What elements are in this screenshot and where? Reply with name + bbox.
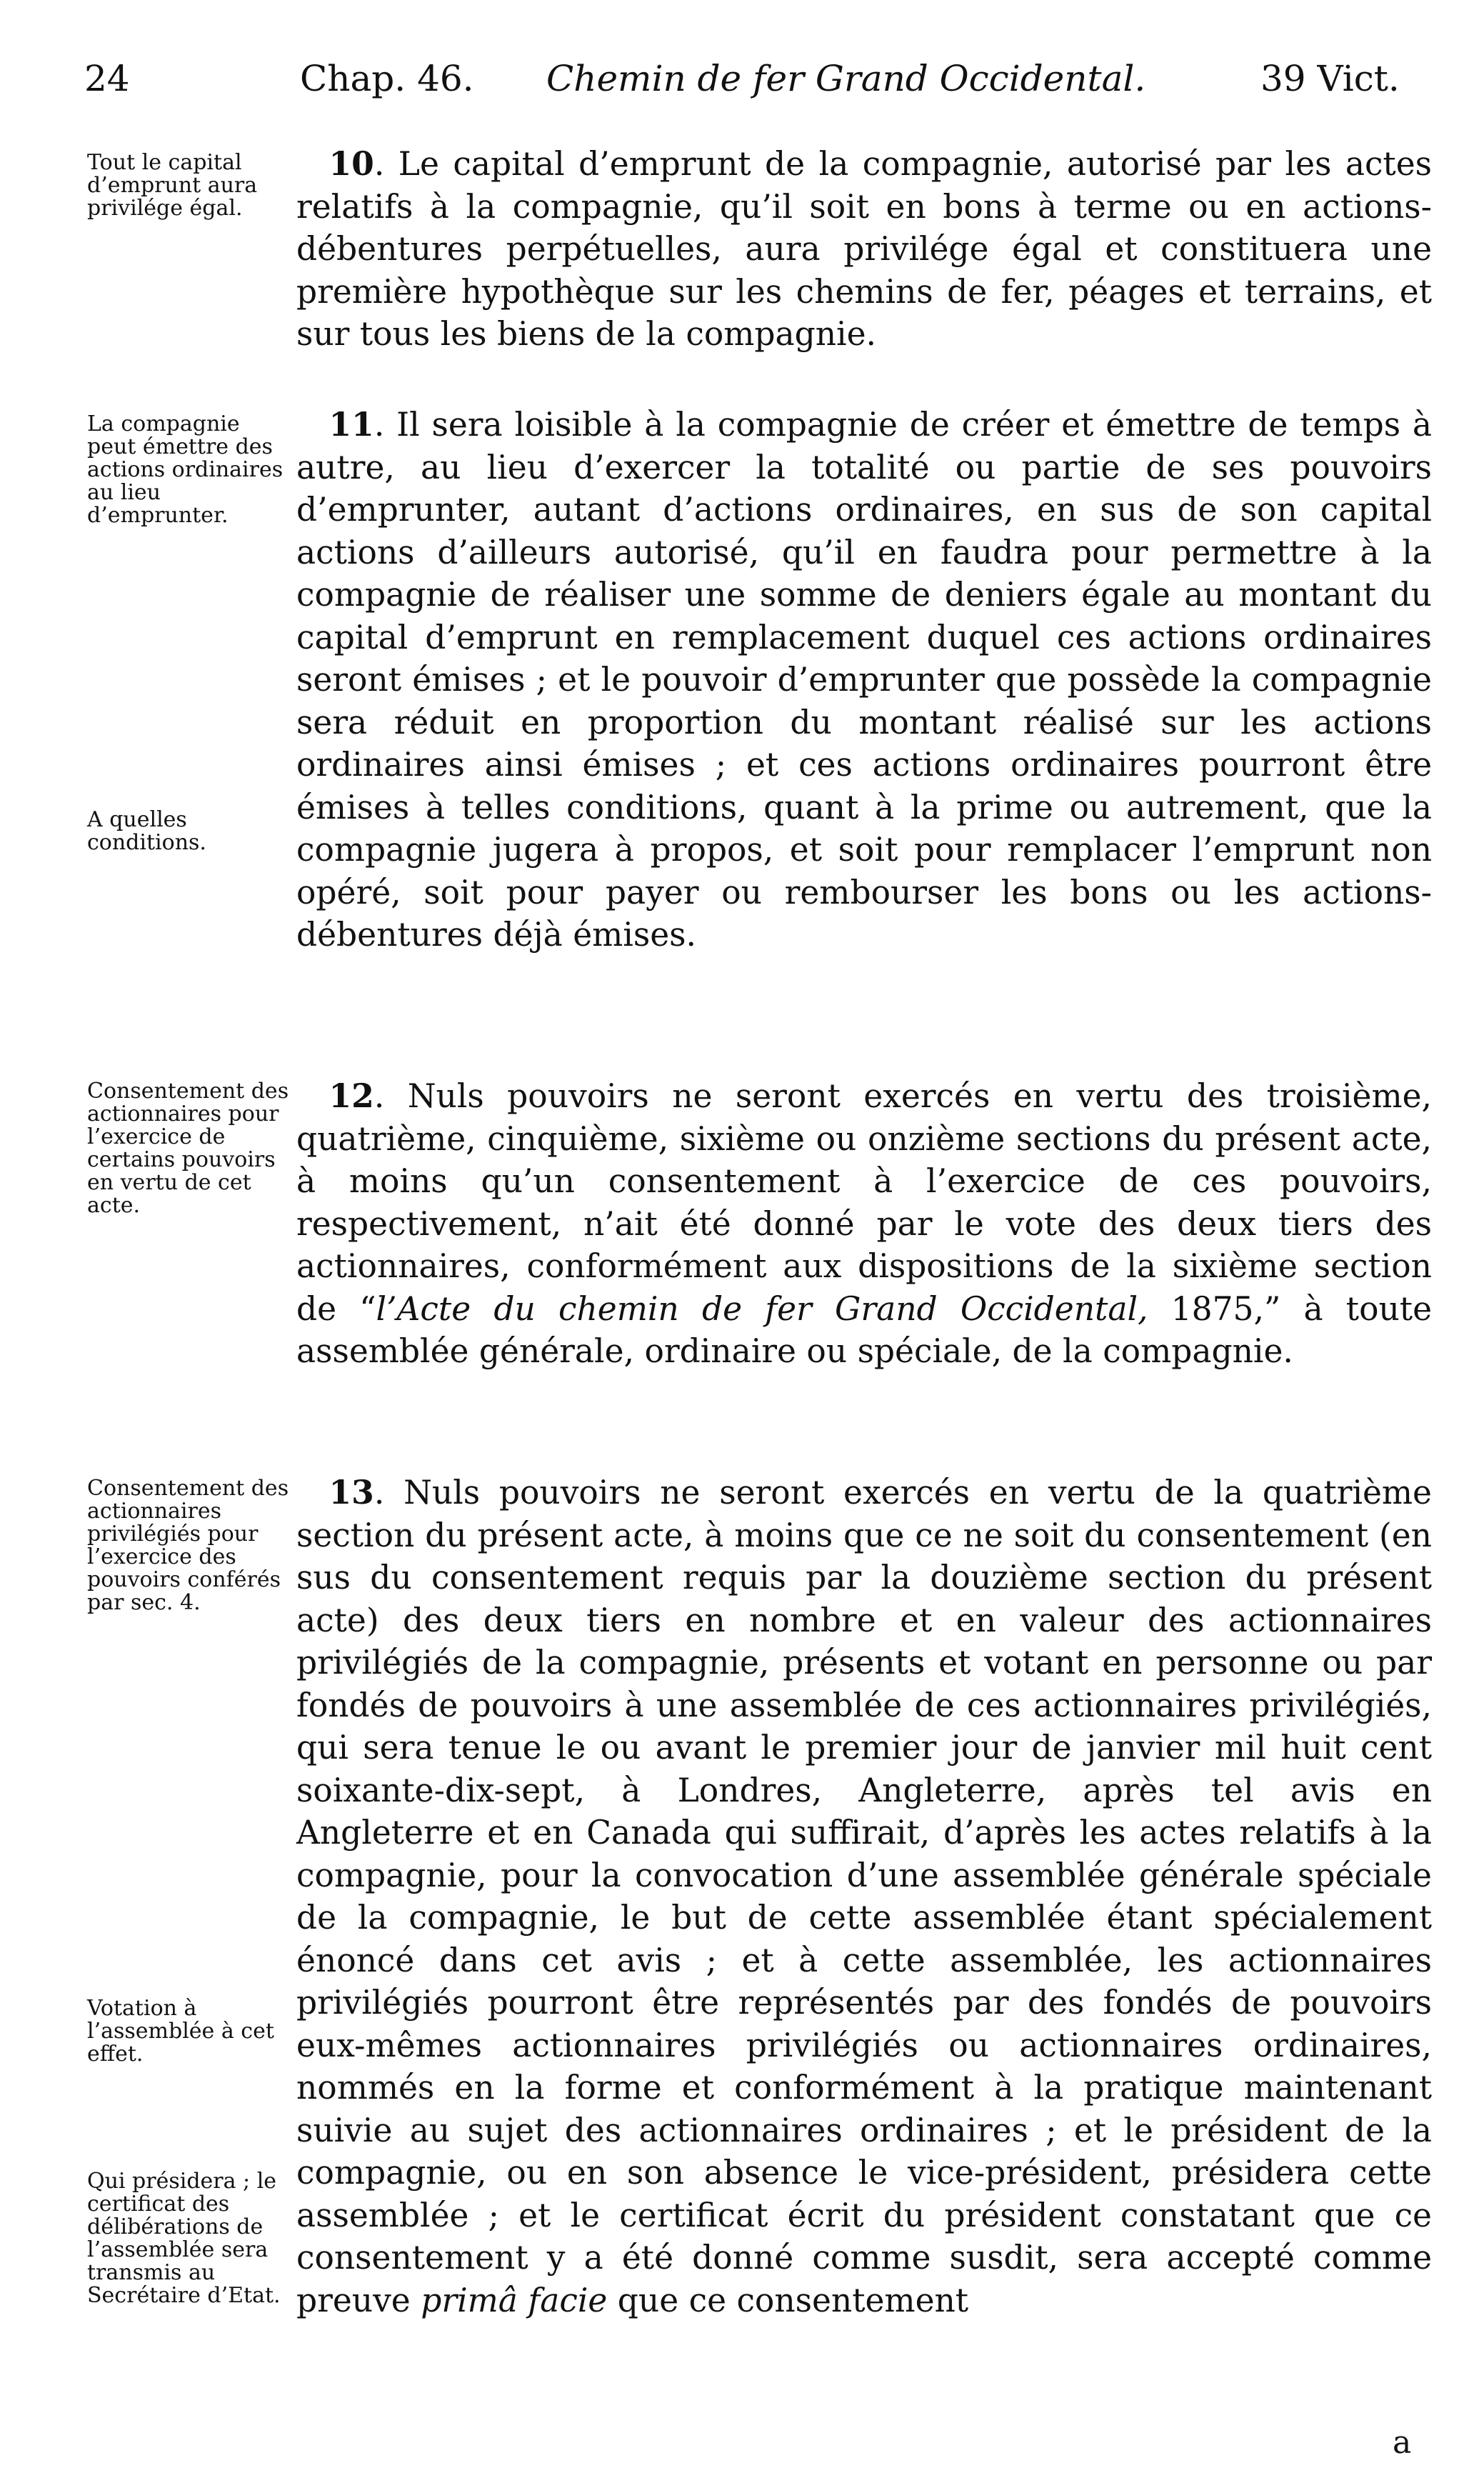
- section-number: 12: [329, 1076, 374, 1115]
- section-12: 12. Nuls pouvoirs ne seront exercés en vertu des troisième, quatrième, cinquième, sixième ou onzième sections du présent acte, à moins qu’un consentement à l’exercice de ces pouvoirs, respectivement, n’ait été donné par le vote des deux tiers des actionnaires, conformément aux dispositions de la sixième section de “l’Acte du chemin de fer Grand Occidental, 1875,” à toute assemblée générale, ordinaire ou spéciale, de la compagnie.: [296, 1076, 1432, 1370]
- act-title: Chemin de fer Grand Occidental.: [546, 58, 1146, 99]
- margin-note: La compagnie peut émettre des actions ordinaires au lieu d’emprunter.: [87, 411, 284, 528]
- page-number: 24: [84, 58, 130, 99]
- section-text: Nuls pouvoirs ne seront exercés en vertu de la quatrième section du présent acte, à moins que ce ne soit du consentement (en sus du consentement requis par la douzième section du présent acte) des deux tiers en nombre et en valeur des actionnaires privilégiés de la compagnie, présents et votant en personne ou par fondés de pouvoirs à une assemblée de ces actionnaires privilégiés, qui sera tenue le ou avant le premier jour de janvier mil huit cent soixante-dix-sept, à Londres, Angleterre, après tel avis en Angleterre et en Canada qui suffirait, d’après les actes relatifs à la compagnie, pour la convocation d’une assemblée générale spéciale de la compagnie, le but de cette assemblée étant spécialement énoncé dans cet avis ; et à cette assemblée, les actionnaires privilégiés pourront être représentés par des fondés de pouvoirs eux-mêmes actionnaires privilégiés ou actionnaires ordinaires, nommés en la forme et conformément à la pratique maintenant suivie au sujet des actionnaires ordinaires ; et le président de la compagnie, ou en son absence le vice-président, présidera cette assemblée ; et le certificat écrit du président constatant que ce consentement y a été donné comme susdit, sera accepté comme preuve: [296, 1474, 1432, 2319]
- section-11: 11. Il sera loisible à la compagnie de créer et émettre de temps à autre, au lieu d’exercer la totalité ou partie de ses pouvoirs d’emprunter, autant d’actions ordinaires, en sus de son capital actions d’ailleurs autorisé, qu’il en faudra pour permettre à la compagnie de réaliser une somme de deniers égale au montant du capital d’emprunt en remplacement duquel ces actions ordinaires seront émises ; et le pouvoir d’emprunter que possède la compagnie sera réduit en proportion du montant réalisé sur les actions ordinaires ainsi émises ; et ces actions ordinaires pourront être émises à telles conditions, quant à la prime ou autrement, que la compagnie jugera à propos, et soit pour remplacer l’emprunt non opéré, soit pour payer ou rembourser les bons ou les actions-débentures déjà émises.: [296, 405, 1432, 954]
- regnal-year: 39 Vict.: [1260, 58, 1400, 99]
- section-text: Le capital d’emprunt de la compagnie, autorisé par les actes relatifs à la compagnie, qu’il soit en bons à terme ou en actions-débentures perpétuelles, aura privilége égal et constituera une première hypothèque sur les chemins de fer, péages et terrains, et sur tous les biens de la compagnie.: [296, 145, 1432, 353]
- margin-note: Consentement des actionnaires privilégiés pour l’exercice des pouvoirs conférés par sec. 4.: [87, 1476, 289, 1615]
- margin-note: Votation à l’assemblée à cet effet.: [87, 1996, 274, 2067]
- section-text-cont: que ce consentement: [607, 2281, 969, 2319]
- section-number: 13: [329, 1473, 374, 1512]
- margin-note: Qui présidera ; le certificat des délibérations de l’assemblée sera transmis au Secrétaire d’Etat.: [87, 2169, 281, 2308]
- section-text-cont: 1875,” à toute assemblée générale, ordinaire ou spéciale, de la compagnie.: [296, 1289, 1432, 1370]
- section-number: 11: [329, 405, 374, 444]
- latin-phrase: primâ facie: [421, 2281, 608, 2319]
- catchword: a: [1393, 2424, 1412, 2461]
- section-10: 10. Le capital d’emprunt de la compagnie, autorisé par les actes relatifs à la compagnie, qu’il soit en bons à terme ou en actions-débentures perpétuelles, aura privilége égal et constituera une première hypothèque sur les chemins de fer, péages et terrains, et sur tous les biens de la compagnie.: [296, 144, 1432, 353]
- chapter-label: Chap. 46.: [300, 58, 474, 99]
- margin-note: Tout le capital d’emprunt aura privilége égal.: [87, 150, 258, 221]
- act-citation: l’Acte du chemin de fer Grand Occidental,: [376, 1289, 1148, 1328]
- running-header: [0, 50, 1484, 107]
- section-text: Nuls pouvoirs ne seront exercés en vertu des troisième, quatrième, cinquième, sixième ou onzième sections du présent acte, à moins qu’un consentement à l’exercice de ces pouvoirs, respectivement, n’ait été donné par le vote des deux tiers des actionnaires, conformément aux dispositions de la sixième section de “: [296, 1077, 1432, 1328]
- section-13: 13. Nuls pouvoirs ne seront exercés en vertu de la quatrième section du présent acte, à moins que ce ne soit du consentement (en sus du consentement requis par la douzième section du présent acte) des deux tiers en nombre et en valeur des actionnaires privilégiés de la compagnie, présents et votant en personne ou par fondés de pouvoirs à une assemblée de ces actionnaires privilégiés, qui sera tenue le ou avant le premier jour de janvier mil huit cent soixante-dix-sept, à Londres, Angleterre, après tel avis en Angleterre et en Canada qui suffirait, d’après les actes relatifs à la compagnie, pour la convocation d’une assemblée générale spéciale de la compagnie, le but de cette assemblée étant spécialement énoncé dans cet avis ; et à cette assemblée, les actionnaires privilégiés pourront être représentés par des fondés de pouvoirs eux-mêmes actionnaires privilégiés ou actionnaires ordinaires, nommés en la forme et conformément à la pratique maintenant suivie au sujet des actionnaires ordinaires ; et le président de la compagnie, ou en son absence le vice-président, présidera cette assemblée ; et le certificat écrit du président constatant que ce consentement y a été donné comme susdit, sera accepté comme preuve primâ facie que ce consentement: [296, 1473, 1432, 2319]
- section-number: 10: [329, 144, 374, 183]
- section-text: Il sera loisible à la compagnie de créer et émettre de temps à autre, au lieu d’exercer la totalité ou partie de ses pouvoirs d’emprunter, autant d’actions ordinaires, en sus de son capital actions d’ailleurs autorisé, qu’il en faudra pour permettre à la compagnie de réaliser une somme de deniers égale au montant du capital d’emprunt en remplacement duquel ces actions ordinaires seront émises ; et le pouvoir d’emprunter que possède la compagnie sera réduit en proportion du montant réalisé sur les actions ordinaires ainsi émises ; et ces actions ordinaires pourront être émises à telles conditions, quant à la prime ou autrement, que la compagnie jugera à propos, et soit pour remplacer l’emprunt non opéré, soit pour payer ou rembourser les bons ou les actions-débentures déjà émises.: [296, 406, 1432, 954]
- margin-note: Consentement des actionnaires pour l’exercice de certains pouvoirs en vertu de cet acte.: [87, 1079, 289, 1218]
- margin-note: A quelles conditions.: [87, 807, 206, 855]
